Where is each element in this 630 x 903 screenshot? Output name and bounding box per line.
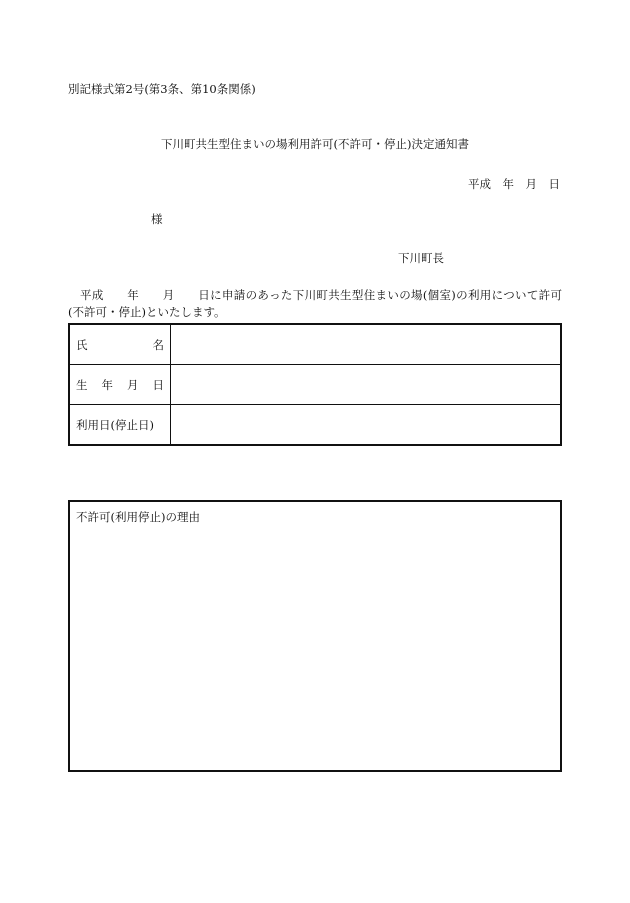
name-value[interactable] [171, 324, 562, 365]
addressee-suffix: 様 [151, 212, 163, 226]
form-number-label: 別記様式第2号(第3条、第10条関係) [68, 82, 256, 96]
issuer-name: 下川町長 [398, 251, 444, 265]
table-row [69, 324, 561, 365]
rejection-reason-label: 不許可(利用停止)の理由 [76, 510, 200, 524]
birthdate-value[interactable] [171, 365, 562, 405]
table-row [69, 365, 561, 405]
document-title: 下川町共生型住まいの場利用許可(不許可・停止)決定通知書 [161, 137, 469, 151]
use-date-value[interactable] [171, 405, 562, 446]
issue-date: 平成 年 月 日 [468, 177, 560, 191]
name-label: 氏名 [69, 324, 171, 365]
use-date-label: 利用日(停止日) [69, 405, 171, 446]
notice-body-text: 平成 年 月 日に申請のあった下川町共生型住まいの場(個室)の利用について許可(不許可・停止)といたします。 [68, 288, 562, 319]
rejection-reason-box[interactable] [68, 500, 562, 772]
table-row [69, 405, 561, 446]
birthdate-label: 生年月日 [69, 365, 171, 405]
applicant-info-table [68, 323, 562, 446]
